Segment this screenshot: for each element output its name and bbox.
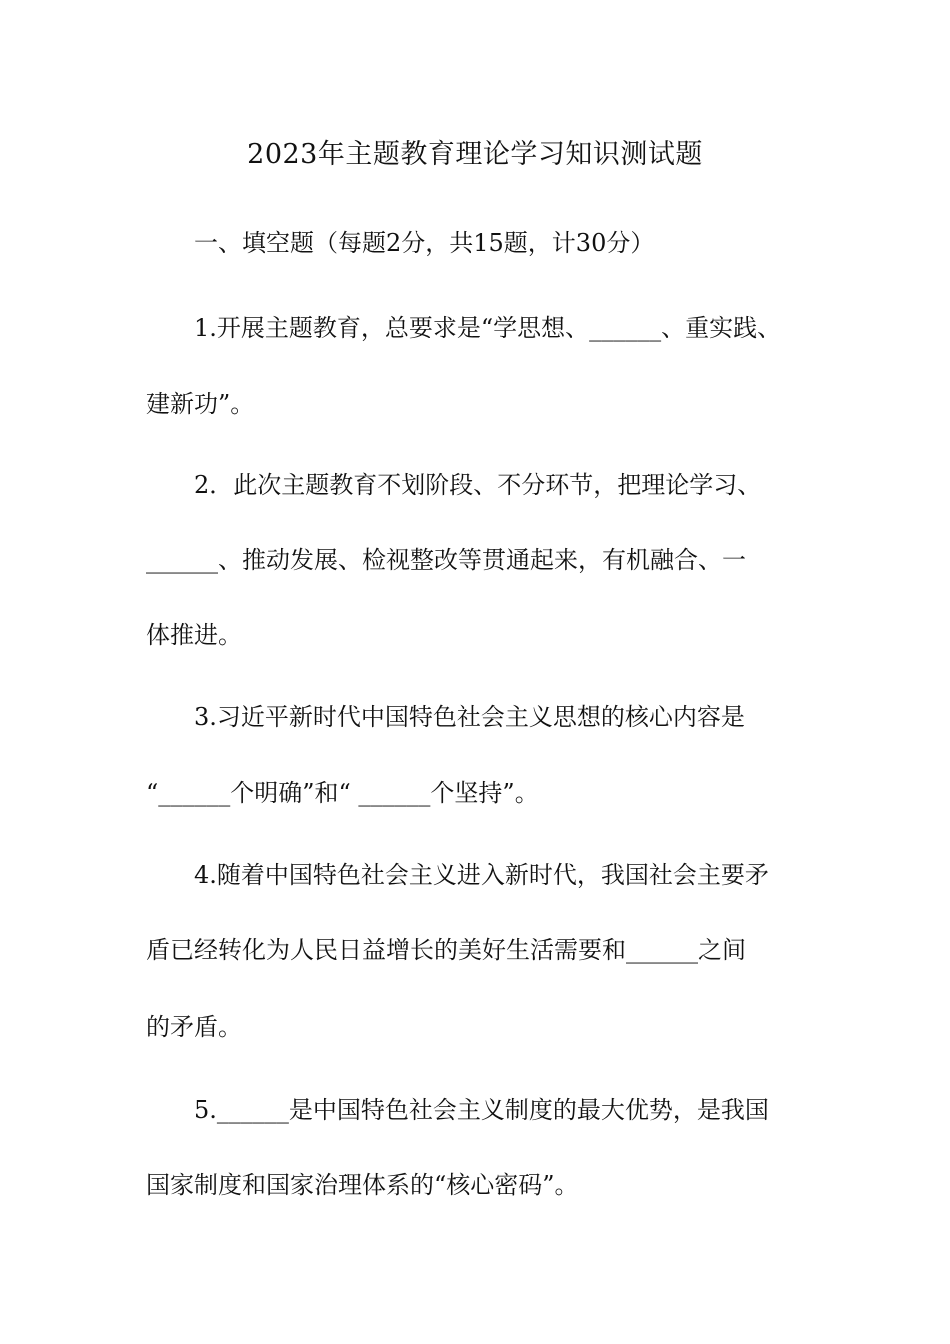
question-5-line-1: 5.______是中国特色社会主义制度的最大优势，是我国 [194, 1096, 769, 1124]
question-5-line-2: 国家制度和国家治理体系的“核心密码”。 [146, 1171, 579, 1199]
question-3-line-2: “______个明确”和“ ______个坚持”。 [146, 779, 539, 807]
question-4-line-2: 盾已经转化为人民日益增长的美好生活需要和______之间 [146, 936, 746, 964]
question-4-line-3: 的矛盾。 [146, 1013, 242, 1041]
question-3-line-1: 3.习近平新时代中国特色社会主义思想的核心内容是 [194, 703, 745, 731]
section-heading: 一、填空题（每题2分，共15题，计30分） [194, 229, 655, 257]
question-4-line-1: 4.随着中国特色社会主义进入新时代，我国社会主要矛 [194, 861, 769, 889]
question-2-line-2: ______、推动发展、检视整改等贯通起来，有机融合、一 [146, 546, 746, 574]
question-1-line-1: 1.开展主题教育，总要求是“学思想、______、重实践、 [194, 314, 782, 342]
question-2-line-1: 2．此次主题教育不划阶段、不分环节，把理论学习、 [194, 471, 762, 499]
question-1-line-2: 建新功”。 [146, 390, 255, 418]
page-title: 2023年主题教育理论学习知识测试题 [247, 139, 703, 170]
question-2-line-3: 体推进。 [146, 621, 242, 649]
